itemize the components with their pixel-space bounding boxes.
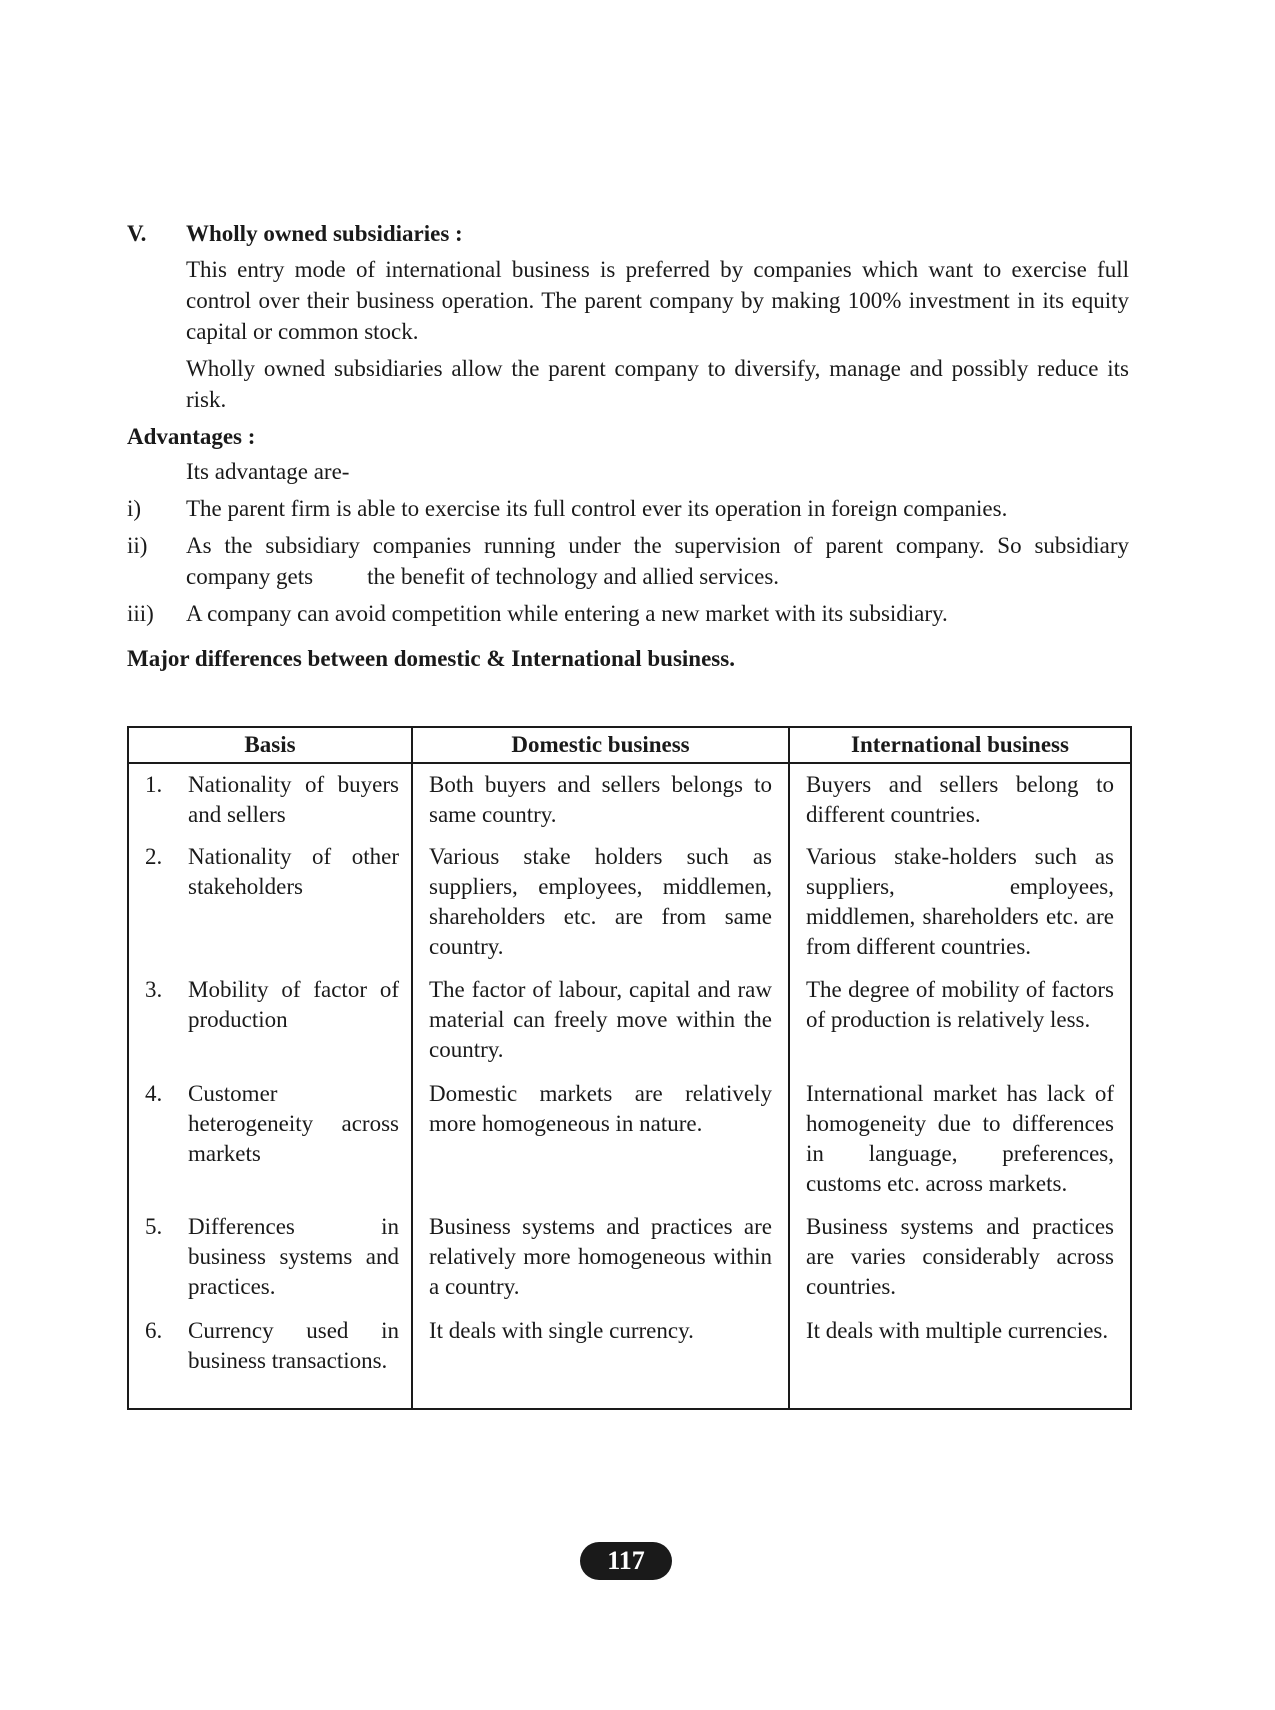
basis-cell xyxy=(128,1310,412,1409)
advantage-text: As the subsidiary companies running under the supervision of parent company. So subsidiary company gets xyxy=(186,533,1129,589)
basis-cell xyxy=(128,836,412,969)
column-header-basis: Basis xyxy=(128,727,412,763)
advantages-heading: Advantages : xyxy=(127,424,256,449)
international-cell: International market has lack of homogeneity due to differences in language, preferences, customs etc. across markets. xyxy=(789,1073,1131,1206)
section-paragraph: Wholly owned subsidiaries allow the parent company to diversify, manage and possibly reduce its risk. xyxy=(186,356,1129,412)
section-title: Wholly owned subsidiaries : xyxy=(186,221,463,246)
basis-cell xyxy=(128,763,412,836)
domestic-cell: Various stake holders such as suppliers, employees, middlemen, shareholders etc. are from same country. xyxy=(412,836,789,969)
advantages-intro: Its advantage are- xyxy=(186,459,350,484)
section-heading xyxy=(127,218,1129,249)
basis-text: Mobility of factor of production xyxy=(188,977,399,1032)
advantage-text: A company can avoid competition while entering a new market with its subsidiary. xyxy=(186,601,948,626)
page-number-badge: 117 xyxy=(580,1542,672,1580)
table-row xyxy=(128,836,1131,969)
domestic-cell: It deals with single currency. xyxy=(412,1310,789,1409)
domestic-cell: The factor of labour, capital and raw material can freely move within the country. xyxy=(412,969,789,1073)
basis-cell xyxy=(128,969,412,1073)
column-header-domestic: Domestic business xyxy=(412,727,789,763)
section-paragraph: This entry mode of international business is preferred by companies which want to exercise full control over their business operation. The parent company by making 100% investment in its equity capital or common stock. xyxy=(186,257,1129,344)
domestic-cell: Business systems and practices are relatively more homogeneous within a country. xyxy=(412,1206,789,1310)
international-cell: Various stake-holders such as suppliers, employees, middlemen, shareholders etc. are from different countries. xyxy=(789,836,1131,969)
advantage-item xyxy=(127,493,1129,524)
row-number: 4. xyxy=(145,1081,163,1106)
international-cell: Business systems and practices are varies considerably across countries. xyxy=(789,1206,1131,1310)
list-marker: ii) xyxy=(127,533,148,558)
basis-cell xyxy=(128,1073,412,1206)
table-row xyxy=(128,1073,1131,1206)
list-marker: iii) xyxy=(127,601,154,626)
basis-text: Differences in business systems and practices. xyxy=(188,1214,399,1299)
international-cell: Buyers and sellers belong to different countries. xyxy=(789,763,1131,836)
table-header-row xyxy=(128,727,1131,763)
row-number: 2. xyxy=(145,844,163,869)
list-marker: i) xyxy=(127,496,142,521)
domestic-cell: Domestic markets are relatively more homogeneous in nature. xyxy=(412,1073,789,1206)
section-number: V. xyxy=(127,221,147,246)
basis-text: Nationality of other stakeholders xyxy=(188,844,399,899)
row-number: 5. xyxy=(145,1214,163,1239)
table-row xyxy=(128,1310,1131,1409)
basis-text: Currency used in business transactions. xyxy=(188,1318,399,1373)
basis-text: Nationality of buyers and sellers xyxy=(188,772,399,827)
basis-text: Customer heterogeneity across markets xyxy=(188,1081,399,1166)
basis-cell xyxy=(128,1206,412,1310)
domestic-cell: Both buyers and sellers belongs to same country. xyxy=(412,763,789,836)
table-row xyxy=(128,969,1131,1073)
advantage-item xyxy=(127,530,1129,592)
column-header-international: International business xyxy=(789,727,1131,763)
row-number: 1. xyxy=(145,772,163,797)
table-row xyxy=(128,763,1131,836)
advantage-item xyxy=(127,598,1129,629)
differences-heading: Major differences between domestic & International business. xyxy=(127,646,735,671)
row-number: 6. xyxy=(145,1318,163,1343)
advantage-text-continued: the benefit of technology and allied services. xyxy=(367,564,780,589)
differences-table xyxy=(127,726,1132,1410)
international-cell: The degree of mobility of factors of production is relatively less. xyxy=(789,969,1131,1073)
page-content xyxy=(127,218,1129,674)
advantage-text: The parent firm is able to exercise its full control ever its operation in foreign companies. xyxy=(186,496,1008,521)
row-number: 3. xyxy=(145,977,163,1002)
international-cell: It deals with multiple currencies. xyxy=(789,1310,1131,1409)
table-row xyxy=(128,1206,1131,1310)
